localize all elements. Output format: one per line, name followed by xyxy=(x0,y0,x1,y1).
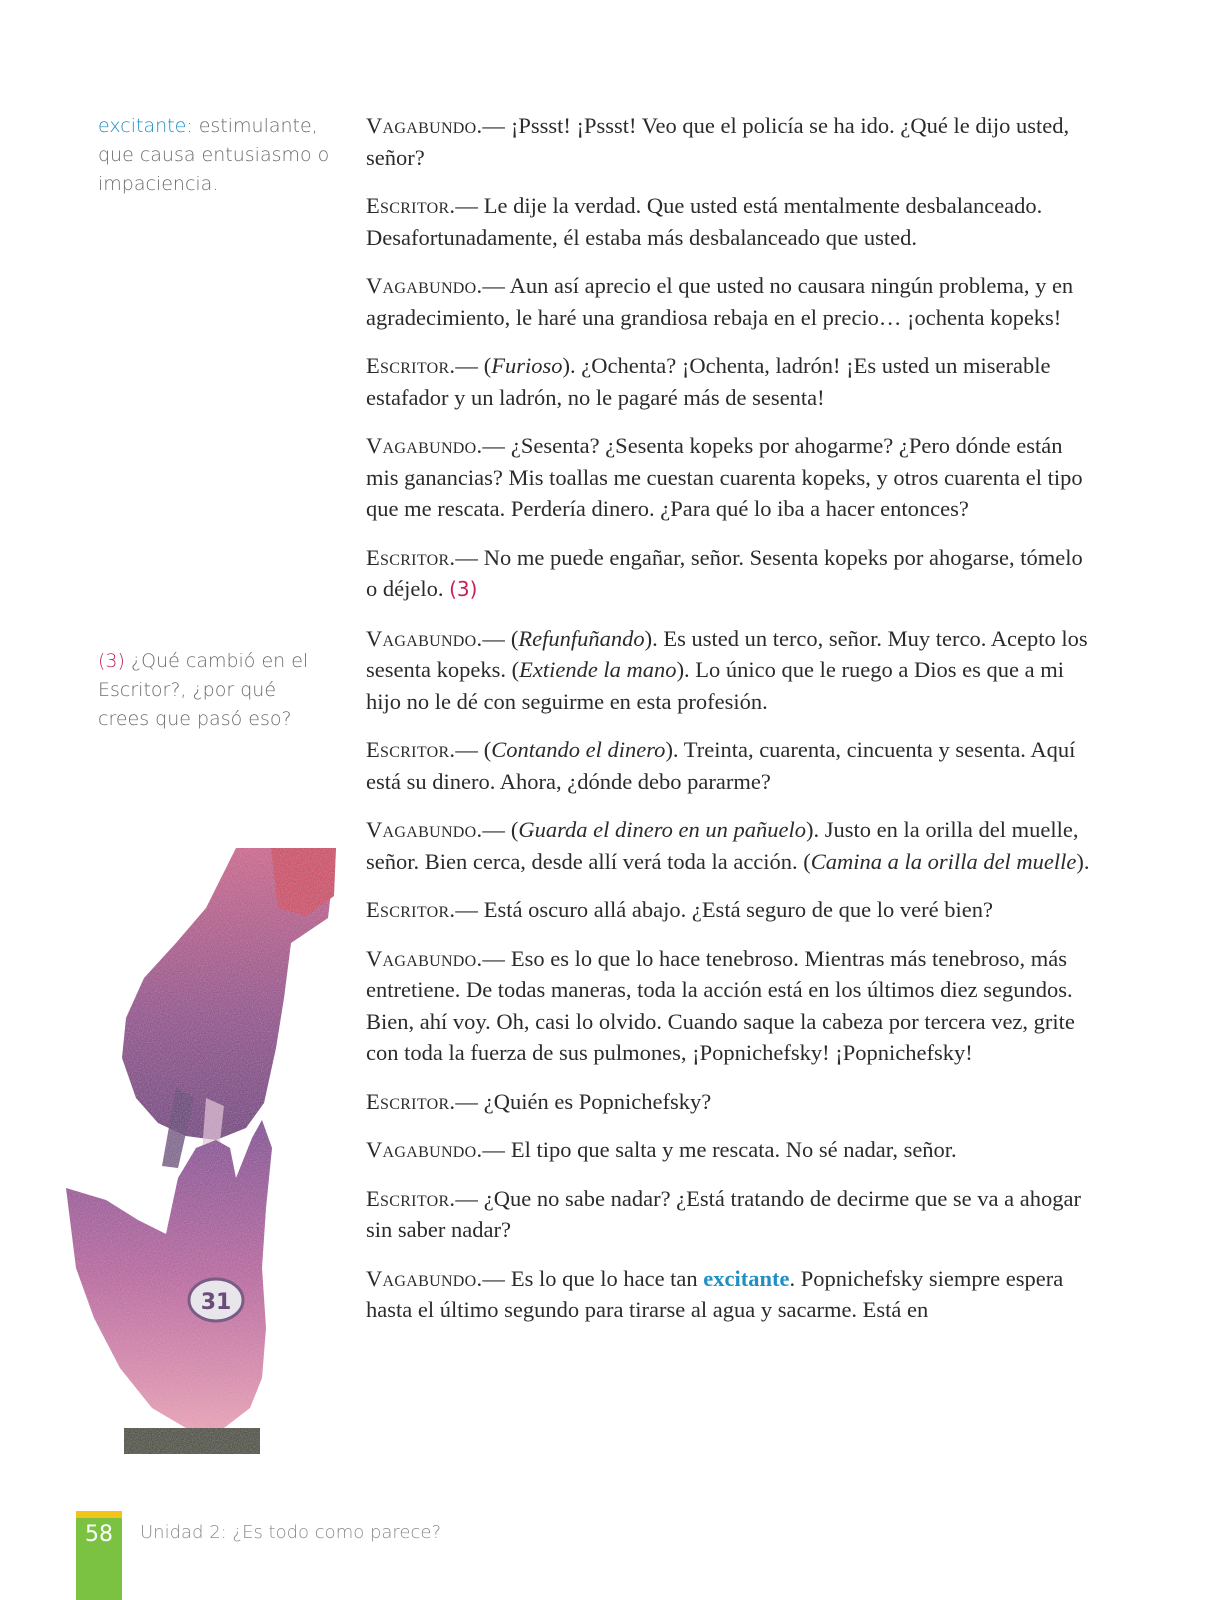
dialogue-line xyxy=(366,814,1096,877)
coin xyxy=(189,1279,243,1321)
unit-title: Unidad 2: ¿Es todo como parece? xyxy=(140,1522,442,1543)
dialogue-line xyxy=(366,190,1096,253)
question-number: (3) xyxy=(98,650,125,672)
dialogue-line xyxy=(366,734,1096,797)
line-text: ¿Que no sabe nadar? ¿Está tratando de decirme que se va a ahogar sin saber nadar? xyxy=(366,1185,1081,1242)
line-text: Eso es lo que lo hace tenebroso. Mientras más tenebroso, más entretiene. De todas maneras, toda la acción está en los últimos diez segundos. Bien, ahí voy. Oh, casi lo olvido. Cuando saque la cabeza por tercera vez, grite con toda la fuerza de sus pulmones, ¡Popnichefsky! ¡Popnichefsky! xyxy=(366,945,1075,1065)
coin-label: 31 xyxy=(200,1290,232,1315)
line-text: Es lo que lo hace tan xyxy=(505,1265,704,1291)
question-marker: (3) xyxy=(449,577,478,601)
speaker: Vagabundo.— xyxy=(366,817,506,842)
dialogue-line xyxy=(366,430,1096,525)
line-text: ( xyxy=(478,353,492,378)
speaker: Escritor.— xyxy=(366,1185,479,1211)
line-text: No me puede engañar, señor. Sesenta kopeks por ahogarse, tómelo o déjelo. xyxy=(366,544,1083,601)
line-text: Aun así aprecio el que usted no causara ningún problema, y en agradecimiento, le haré una grandiosa rebaja en el precio… ¡ochenta kopeks! xyxy=(366,273,1074,330)
dialogue-line xyxy=(366,943,1096,1069)
line-text: ( xyxy=(505,625,519,651)
glossary-term: excitante xyxy=(98,115,187,137)
dialogue-line xyxy=(366,350,1096,413)
speaker: Vagabundo.— xyxy=(366,625,506,651)
speaker: Escritor.— xyxy=(366,897,479,922)
stage-direction: Extiende la mano xyxy=(519,657,677,682)
dialogue-line xyxy=(366,110,1096,173)
line-text: ¡Pssst! ¡Pssst! Veo que el policía se ha ido. ¿Qué le dijo usted, señor? xyxy=(366,113,1070,170)
line-text: El tipo que salta y me rescata. No sé nadar, señor. xyxy=(505,1137,957,1162)
stage-direction: Contando el dinero xyxy=(491,737,666,762)
line-text: ). ¿Ochenta? ¡Ochenta, ladrón! ¡Es usted un miserable estafador y un ladrón, no le pagaré más de sesenta! xyxy=(366,353,1051,410)
lower-hand xyxy=(66,1120,272,1454)
footer-accent-strip xyxy=(76,1511,122,1518)
hands-illustration-svg xyxy=(66,848,336,1464)
stage-direction: Guarda el dinero en un pañuelo xyxy=(518,817,807,842)
stage-direction: Refunfuñando xyxy=(518,625,645,651)
line-text: ¿Quién es Popnichefsky? xyxy=(478,1088,712,1114)
line-text: ). Treinta, cuarenta, cincuenta y sesenta. Aquí está su dinero. Ahora, ¿dónde debo pararme? xyxy=(366,737,1076,794)
speaker: Vagabundo.— xyxy=(366,945,506,971)
dialogue-line xyxy=(366,623,1096,718)
line-text: Le dije la verdad. Que usted está mentalmente desbalanceado. Desafortunadamente, él estaba más desbalanceado que usted. xyxy=(366,193,1043,250)
speaker: Vagabundo.— xyxy=(366,1265,506,1291)
line-text: ). Justo en la orilla del muelle, señor. Bien cerca, desde allí verá toda la acción. ( xyxy=(366,817,1079,874)
speaker: Escritor.— xyxy=(366,737,479,762)
dialogue-line xyxy=(366,542,1096,606)
dialogue-line xyxy=(366,1263,1096,1326)
line-text: ). Es usted un terco, señor. Muy terco. Acepto los sesenta kopeks. ( xyxy=(366,625,1088,682)
speaker: Escritor.— xyxy=(366,193,479,218)
speaker: Vagabundo.— xyxy=(366,273,506,298)
reading-question-note xyxy=(98,647,330,734)
line-text: ¿Sesenta? ¿Sesenta kopeks por ahogarme? ¿Pero dónde están mis ganancias? Mis toallas me cuestan cuarenta kopeks, y otros cuarenta el tipo que me rescata. Perdería dinero. ¿Para qué lo iba a hacer entonces? xyxy=(366,433,1083,521)
upper-hand xyxy=(122,848,336,1178)
speaker: Escritor.— xyxy=(366,353,479,378)
glossary-highlight: excitante xyxy=(703,1265,790,1291)
speaker: Vagabundo.— xyxy=(366,1137,506,1162)
line-text: ( xyxy=(505,817,519,842)
dialogue-line xyxy=(366,1086,1096,1118)
speaker: Escritor.— xyxy=(366,544,479,570)
page-number: 58 xyxy=(85,1522,113,1547)
dialogue-line xyxy=(366,1134,1096,1166)
hands-coin-illustration xyxy=(66,848,336,1464)
line-text: ). Lo único que le ruego a Dios es que a mi hijo no le dé con seguirme en esta profesión. xyxy=(366,657,1064,714)
line-text: . Popnichefsky siempre espera hasta el último segundo para tirarse al agua y sacarme. Está en xyxy=(366,1265,1064,1322)
speaker: Vagabundo.— xyxy=(366,113,506,138)
line-text: ). xyxy=(1076,848,1090,874)
dialogue-line xyxy=(366,894,1096,926)
speaker: Escritor.— xyxy=(366,1088,479,1114)
question-text: ¿Qué cambió en el Escritor?, ¿por qué crees que pasó eso? xyxy=(98,650,309,730)
stage-direction: Furioso xyxy=(491,353,563,378)
dialogue-line xyxy=(366,270,1096,333)
dialogue-column xyxy=(366,110,1096,1343)
stage-direction: Camina a la orilla del muelle xyxy=(810,848,1077,874)
line-text: Está oscuro allá abajo. ¿Está seguro de que lo veré bien? xyxy=(478,897,993,922)
glossary-note xyxy=(98,112,330,199)
glossary-definition: : estimulante, que causa entusiasmo o impaciencia. xyxy=(98,115,330,195)
speaker: Vagabundo.— xyxy=(366,433,506,458)
dialogue-line xyxy=(366,1183,1096,1246)
line-text: ( xyxy=(478,737,492,762)
